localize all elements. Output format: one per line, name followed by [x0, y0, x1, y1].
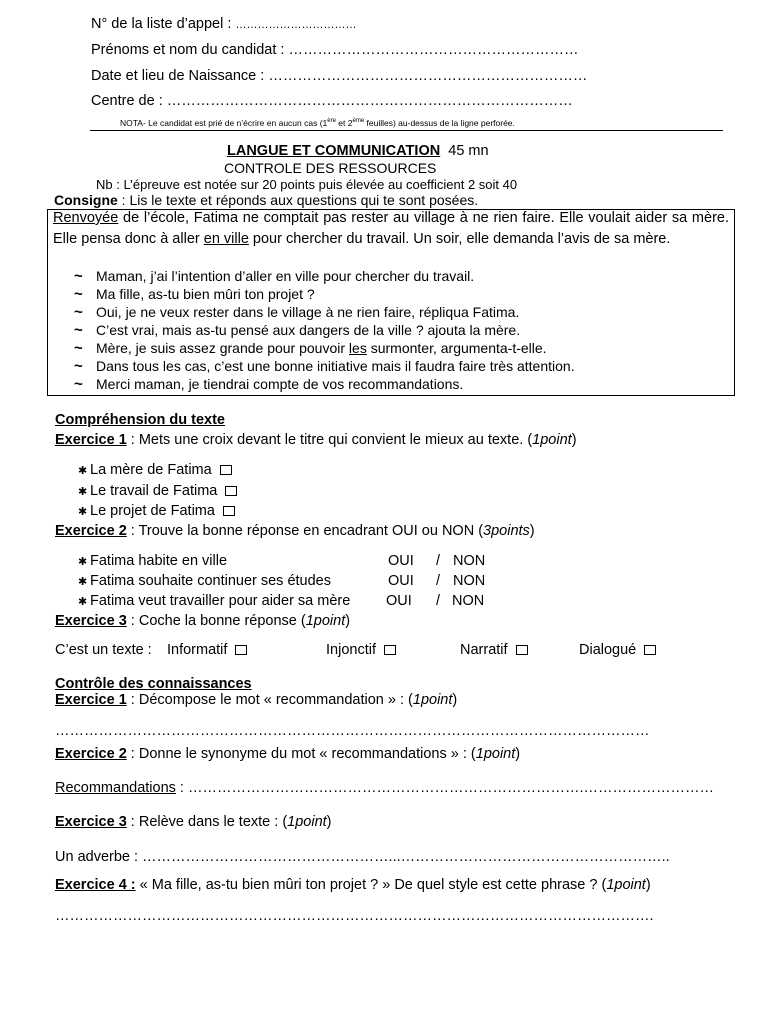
dialogue-line [74, 286, 315, 303]
text-type-option [460, 642, 528, 658]
exercise-label: Exercice 4 : [55, 877, 136, 893]
nota-mid: et 2 [335, 118, 353, 128]
dialogue-text: Ma fille, as-tu bien mûri ton projet ? [96, 286, 315, 302]
empty-checkbox-icon[interactable] [516, 645, 528, 655]
dialogue-text: Merci maman, je tiendrai compte de vos recommandations. [96, 376, 464, 392]
consigne-label: Consigne [54, 192, 118, 208]
oui-option[interactable]: OUI [388, 573, 414, 589]
answer-dots[interactable]: ……………………………………………...……………………………………………….. [138, 849, 670, 865]
asterisk-bullet-icon: ✱ [78, 506, 88, 518]
answer-label: Un adverbe : [55, 849, 139, 865]
answer-dots[interactable]: : ……………………………………………………………………….……………………… [175, 780, 715, 796]
field-dots: …………………………………………………… [288, 42, 579, 58]
grading-note: Nb : L’épreuve est notée sur 20 points puis élevée au coefficient 2 soit 40 [96, 177, 518, 192]
dialogue-text: Dans tous les cas, c’est une bonne initiative mais il faudra faire très attention. [96, 358, 575, 374]
field-dots: ………………………………………………………………………… [166, 93, 573, 109]
field-dots: ………………………………………………………… [268, 68, 588, 84]
exercise-2-connaissances [55, 746, 520, 762]
exercise-label: Exercice 3 [55, 613, 127, 629]
statement: Fatima veut travailler pour aider sa mère [90, 593, 351, 609]
option-row [78, 462, 232, 478]
subject-name: LANGUE ET COMMUNICATION [227, 143, 441, 159]
nota-prefix: NOTA- Le candidat est prié de n’écrire en aucun cas (1 [120, 118, 328, 128]
non-option[interactable]: NON [453, 553, 486, 569]
exercise-2-comprehension [55, 523, 535, 539]
exercise-4-connaissances [55, 877, 651, 893]
oui-non-row [78, 573, 331, 589]
dialogue-text: Mère, je suis assez grande pour pouvoir [96, 340, 349, 356]
empty-checkbox-icon[interactable] [225, 486, 237, 496]
exercise-3-comprehension [55, 613, 350, 629]
dialogue-line [74, 376, 463, 393]
asterisk-bullet-icon: ✱ [78, 596, 88, 608]
text-type-option [167, 642, 247, 658]
roll-number-field [91, 16, 356, 32]
exercise-points: 1point [475, 746, 516, 762]
answer-dots[interactable]: …………………………………………………………………………………………………………… [55, 723, 650, 739]
connaissances-heading: Contrôle des connaissances [55, 676, 252, 692]
slash-separator: / [436, 553, 441, 569]
nota-suffix: feuilles) au-dessus de la ligne perforée. [364, 118, 515, 128]
option-label: La mère de Fatima [90, 462, 212, 478]
birth-field [91, 68, 587, 84]
exercise-instruction: : Donne le synonyme du mot « recommandations » : ( [126, 746, 476, 762]
non-option[interactable]: NON [453, 573, 486, 589]
candidate-name-field [91, 42, 578, 58]
tilde-dash-icon: ~ [74, 376, 83, 393]
dialogue-text: C’est vrai, mais as-tu pensé aux dangers de la ville ? ajouta la mère. [96, 322, 521, 338]
option-label: Le projet de Fatima [90, 503, 215, 519]
answer-dots[interactable]: ……………………………………………………………………………………………………………. [55, 908, 654, 924]
subtitle: CONTROLE DES RESSOURCES [224, 160, 437, 176]
consigne [54, 192, 478, 208]
field-label: Prénoms et nom du candidat : [91, 42, 285, 58]
dialogue-line [74, 304, 519, 321]
exercise-label: Exercice 1 [55, 692, 127, 708]
exercise-close: ) [571, 432, 577, 448]
statement: Fatima habite en ville [90, 553, 228, 569]
empty-checkbox-icon[interactable] [644, 645, 656, 655]
exercise-label: Exercice 2 [55, 523, 127, 539]
dialogue-line [74, 340, 547, 357]
answer-label: Recommandations [55, 780, 176, 796]
consigne-text: : Lis le texte et réponds aux questions qui te sont posées. [117, 192, 479, 208]
asterisk-bullet-icon: ✱ [78, 465, 88, 477]
asterisk-bullet-icon: ✱ [78, 556, 88, 568]
dialogue-line [74, 358, 575, 375]
synonym-answer [55, 780, 714, 796]
exercise-instruction: « Ma fille, as-tu bien mûri ton projet ? » De quel style est cette phrase ? ( [135, 877, 607, 893]
empty-checkbox-icon[interactable] [235, 645, 247, 655]
exercise-1-comprehension [55, 432, 577, 448]
paragraph-end: pour chercher du travail. Un soir, elle demanda l’avis de sa mère. [248, 231, 671, 247]
empty-checkbox-icon[interactable] [384, 645, 396, 655]
exercise-points: 1point [287, 814, 327, 830]
nota-sup-2: ème [352, 118, 365, 125]
exercise-label: Exercice 2 [55, 746, 127, 762]
option-label: Dialogué [579, 642, 637, 658]
field-dots: …………………………… [235, 19, 357, 31]
exercise-instruction: : Relève dans le texte : ( [126, 814, 288, 830]
tilde-dash-icon: ~ [74, 322, 83, 339]
oui-option[interactable]: OUI [386, 593, 412, 609]
slash-separator: / [436, 573, 441, 589]
underlined-word-les: les [348, 340, 367, 356]
tilde-dash-icon: ~ [74, 268, 83, 285]
perforation-line [90, 130, 723, 131]
empty-checkbox-icon[interactable] [223, 506, 235, 516]
non-option[interactable]: NON [452, 593, 485, 609]
underlined-word-renvoyee: Renvoyée [53, 210, 119, 226]
text-type-lead: C’est un texte : [55, 642, 152, 658]
tilde-dash-icon: ~ [74, 286, 83, 303]
field-label: N° de la liste d’appel : [91, 16, 232, 32]
exercise-close: ) [529, 523, 535, 539]
center-field [91, 93, 573, 109]
option-label: Narratif [460, 642, 508, 658]
dialogue-text: Maman, j’ai l’intention d’aller en ville pour chercher du travail. [96, 268, 475, 284]
exercise-3-connaissances [55, 814, 332, 830]
text-type-option [326, 642, 396, 658]
intro-paragraph [53, 208, 729, 250]
field-label: Centre de : [91, 93, 163, 109]
exercise-label: Exercice 1 [55, 432, 127, 448]
tilde-dash-icon: ~ [74, 304, 83, 321]
empty-checkbox-icon[interactable] [220, 465, 232, 475]
exercise-instruction: : Trouve la bonne réponse en encadrant OUI ou NON ( [126, 523, 484, 539]
dialogue-text-end: surmonter, argumenta-t-elle. [366, 340, 547, 356]
exercise-close: ) [645, 877, 651, 893]
exercise-instruction: : Mets une croix devant le titre qui convient le mieux au texte. ( [126, 432, 533, 448]
option-row [78, 483, 237, 499]
underlined-phrase-en-ville: en ville [203, 231, 249, 247]
subject-title [227, 143, 489, 159]
option-label: Informatif [167, 642, 228, 658]
nota-line [120, 118, 515, 128]
exercise-instruction: : Coche la bonne réponse ( [126, 613, 306, 629]
exercise-points: 1point [412, 692, 453, 708]
exercise-close: ) [452, 692, 458, 708]
tilde-dash-icon: ~ [74, 340, 83, 357]
adverb-answer [55, 849, 670, 865]
comprehension-heading: Compréhension du texte [55, 412, 225, 428]
exercise-close: ) [515, 746, 521, 762]
tilde-dash-icon: ~ [74, 358, 83, 375]
exercise-close: ) [345, 613, 351, 629]
option-label: Injonctif [326, 642, 376, 658]
asterisk-bullet-icon: ✱ [78, 486, 88, 498]
exercise-points: 1point [532, 432, 572, 448]
exercise-label: Exercice 3 [55, 814, 127, 830]
field-label: Date et lieu de Naissance : [91, 68, 265, 84]
reading-text-frame [47, 209, 735, 396]
dialogue-line [74, 268, 474, 285]
option-row [78, 503, 235, 519]
slash-separator: / [436, 593, 441, 609]
oui-option[interactable]: OUI [388, 553, 414, 569]
exercise-points: 1point [305, 613, 346, 629]
paragraph-text: de l’école, Fatima ne comptait pas rester au village à ne rien faire. Elle voulait aider sa mère. Elle pensa donc à aller [53, 210, 729, 247]
dialogue-text: Oui, je ne veux rester dans le village à ne rien faire, répliqua Fatima. [96, 304, 520, 320]
oui-non-row [78, 553, 227, 569]
exam-duration: 45 mn [448, 143, 489, 159]
option-label: Le travail de Fatima [90, 483, 218, 499]
exercise-1-connaissances [55, 692, 457, 708]
exercise-points: 3points [483, 523, 530, 539]
text-type-option [579, 642, 656, 658]
oui-non-row [78, 593, 350, 609]
statement: Fatima souhaite continuer ses études [90, 573, 331, 589]
asterisk-bullet-icon: ✱ [78, 576, 88, 588]
dialogue-line [74, 322, 520, 339]
exercise-points: 1point [606, 877, 646, 893]
nota-sup-1: ère [327, 118, 336, 125]
exercise-instruction: : Décompose le mot « recommandation » : ( [126, 692, 413, 708]
exercise-close: ) [326, 814, 332, 830]
